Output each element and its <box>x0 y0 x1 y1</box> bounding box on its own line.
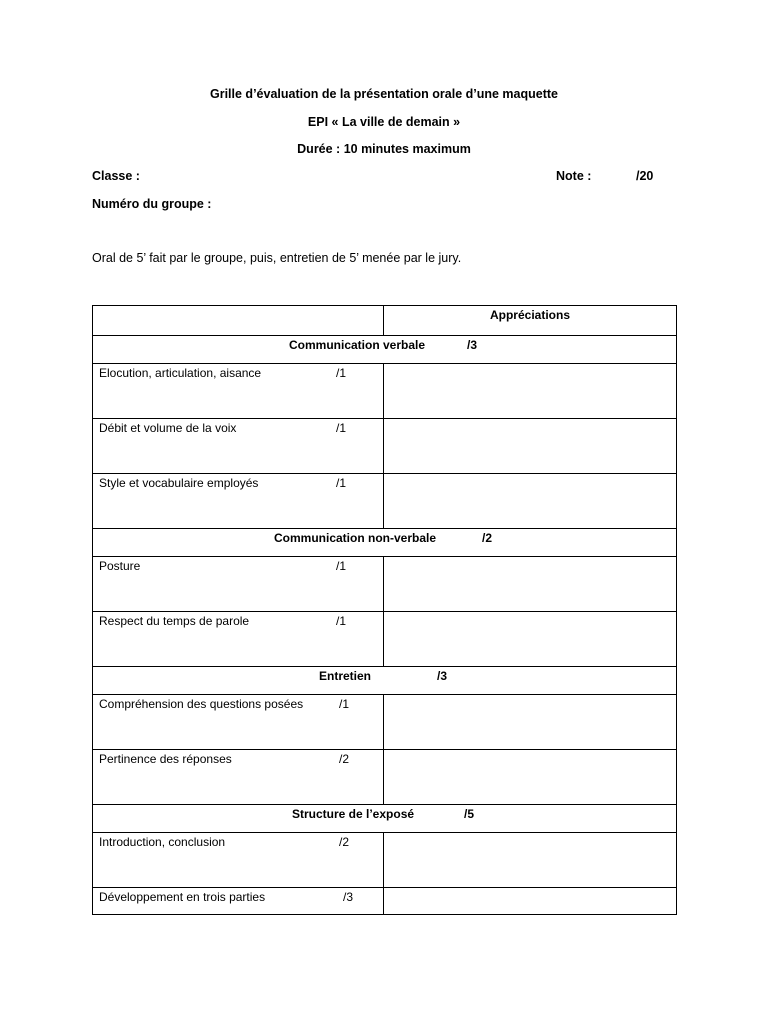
appreciation-cell[interactable] <box>384 695 677 750</box>
appreciation-cell[interactable] <box>384 833 677 888</box>
criterion-row <box>93 557 677 612</box>
appreciation-cell[interactable] <box>384 474 677 529</box>
document-title: Grille d’évaluation de la présentation orale d’une maquette <box>210 87 558 101</box>
section-title: Communication verbale <box>289 338 426 352</box>
intro-text: Oral de 5’ fait par le groupe, puis, entretien de 5’ menée par le jury. <box>92 251 462 265</box>
appreciation-cell[interactable] <box>384 557 677 612</box>
criterion-cell <box>93 419 384 474</box>
criterion-score: /1 <box>336 366 347 380</box>
criterion-score: /1 <box>339 697 350 711</box>
appreciation-cell[interactable] <box>384 612 677 667</box>
section-score: /2 <box>482 531 493 545</box>
section-title: Entretien <box>319 669 372 683</box>
criterion-row <box>93 750 677 805</box>
section-score: /5 <box>464 807 475 821</box>
section-header-cell <box>93 667 677 695</box>
appreciation-cell[interactable] <box>384 364 677 419</box>
note-label: Note : <box>556 169 592 183</box>
criterion-score: /1 <box>336 476 347 490</box>
criterion-label: Introduction, conclusion <box>99 835 226 849</box>
appreciation-cell[interactable] <box>384 750 677 805</box>
criterion-score: /1 <box>336 614 347 628</box>
criterion-label: Compréhension des questions posées <box>99 697 304 711</box>
section-score: /3 <box>437 669 448 683</box>
section-header-cell <box>93 805 677 833</box>
criterion-row <box>93 612 677 667</box>
criterion-cell <box>93 612 384 667</box>
criterion-row <box>93 474 677 529</box>
group-number-label: Numéro du groupe : <box>92 197 212 211</box>
criterion-cell <box>93 695 384 750</box>
criterion-score: /3 <box>343 890 354 904</box>
criterion-row <box>93 695 677 750</box>
note-total: /20 <box>636 169 654 183</box>
class-label: Classe : <box>92 169 140 183</box>
criterion-score: /2 <box>339 835 350 849</box>
criterion-score: /1 <box>336 421 347 435</box>
section-header-cell <box>93 529 677 557</box>
section-row <box>93 805 677 833</box>
criterion-score: /1 <box>336 559 347 573</box>
appreciation-cell[interactable] <box>384 888 677 915</box>
section-title: Structure de l’exposé <box>292 807 415 821</box>
section-row <box>93 529 677 557</box>
section-row <box>93 667 677 695</box>
section-header-cell <box>93 336 677 364</box>
criterion-label: Pertinence des réponses <box>99 752 232 766</box>
criterion-row <box>93 833 677 888</box>
appreciations-header: Appréciations <box>384 306 677 336</box>
appreciation-cell[interactable] <box>384 419 677 474</box>
criterion-score: /2 <box>339 752 350 766</box>
criterion-cell <box>93 750 384 805</box>
criterion-row <box>93 364 677 419</box>
criterion-row <box>93 419 677 474</box>
section-row <box>93 336 677 364</box>
duration-line: Durée : 10 minutes maximum <box>297 142 471 156</box>
criterion-cell <box>93 888 384 915</box>
criterion-row <box>93 888 677 915</box>
criterion-cell <box>93 833 384 888</box>
criterion-label: Posture <box>99 559 141 573</box>
criterion-label: Respect du temps de parole <box>99 614 250 628</box>
criterion-label: Développement en trois parties <box>99 890 266 904</box>
criteria-header-cell <box>93 306 384 336</box>
criterion-label: Débit et volume de la voix <box>99 421 237 435</box>
section-title: Communication non-verbale <box>274 531 437 545</box>
evaluation-grid <box>92 305 677 915</box>
criterion-label: Elocution, articulation, aisance <box>99 366 262 380</box>
section-score: /3 <box>467 338 478 352</box>
table-header-row <box>93 306 677 336</box>
criterion-label: Style et vocabulaire employés <box>99 476 259 490</box>
criterion-cell <box>93 364 384 419</box>
epi-subtitle: EPI « La ville de demain » <box>307 115 461 129</box>
criterion-cell <box>93 557 384 612</box>
criterion-cell <box>93 474 384 529</box>
